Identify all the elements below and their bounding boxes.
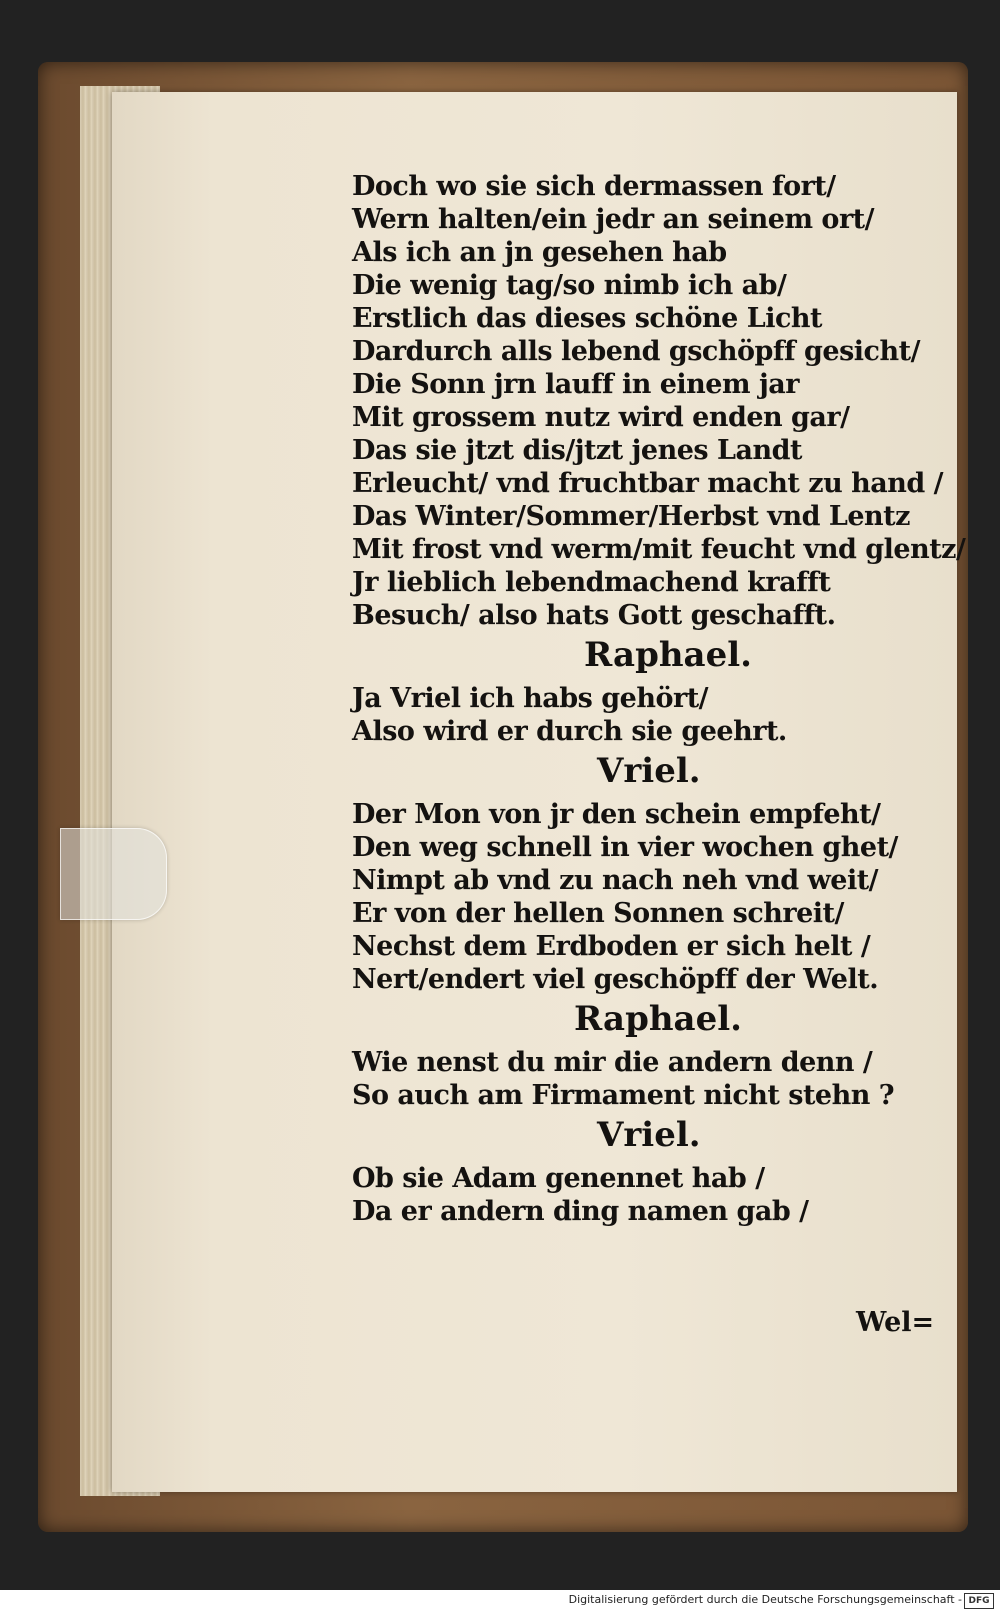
speaker-heading: Vriel. — [597, 751, 701, 791]
verse-line: Nechst dem Erdboden er sich helt / — [352, 931, 871, 962]
verse-line: Als ich an jn gesehen hab — [352, 237, 727, 268]
verse-line: Mit frost vnd werm/mit feucht vnd glentz/ — [352, 534, 966, 565]
verse-line: Mit grossem nutz wird enden gar/ — [352, 402, 850, 433]
speaker-heading: Raphael. — [574, 999, 742, 1039]
speaker-heading: Raphael. — [584, 635, 752, 675]
verse-line: So auch am Firmament nicht stehn ? — [352, 1080, 895, 1111]
funding-credit: Digitalisierung gefördert durch die Deutsche Forschungsgemeinschaft - — [568, 1593, 962, 1606]
verse-line: Wern halten/ein jedr an seinem ort/ — [352, 204, 874, 235]
verse-line: Der Mon von jr den schein empfeht/ — [352, 799, 881, 830]
speaker-heading: Vriel. — [597, 1115, 701, 1155]
verse-line: Besuch/ also hats Gott geschafft. — [352, 600, 836, 631]
verse-line: Die Sonn jrn lauff in einem jar — [352, 369, 799, 400]
page-clip — [60, 828, 167, 920]
catchword: Wel= — [856, 1307, 935, 1338]
verse-line: Wie nenst du mir die andern denn / — [352, 1047, 873, 1078]
verse-text — [352, 170, 966, 1228]
verse-line: Nert/endert viel geschöpff der Welt. — [352, 964, 879, 995]
verse-line: Also wird er durch sie geehrt. — [352, 716, 787, 747]
verse-line: Dardurch alls lebend gschöpff gesicht/ — [352, 336, 920, 367]
verse-line: Die wenig tag/so nimb ich ab/ — [352, 270, 787, 301]
verse-line: Da er andern ding namen gab / — [352, 1196, 809, 1227]
verse-line: Erstlich das dieses schöne Licht — [352, 303, 822, 334]
digitization-footer — [0, 1590, 1000, 1611]
verse-line: Ob sie Adam genennet hab / — [352, 1163, 765, 1194]
verse-line: Jr lieblich lebendmachend krafft — [352, 567, 831, 598]
verse-line: Er von der hellen Sonnen schreit/ — [352, 898, 844, 929]
verse-line: Doch wo sie sich dermassen fort/ — [352, 171, 836, 202]
verse-line: Nimpt ab vnd zu nach neh vnd weit/ — [352, 865, 879, 896]
verse-line: Das Winter/Sommer/Herbst vnd Lentz — [352, 501, 910, 532]
verse-line: Erleucht/ vnd fruchtbar macht zu hand / — [352, 468, 944, 499]
verse-line: Den weg schnell in vier wochen ghet/ — [352, 832, 898, 863]
verse-line: Das sie jtzt dis/jtzt jenes Landt — [352, 435, 802, 466]
verse-line: Ja Vriel ich habs gehört/ — [352, 683, 709, 714]
dfg-logo: DFG — [964, 1593, 994, 1609]
